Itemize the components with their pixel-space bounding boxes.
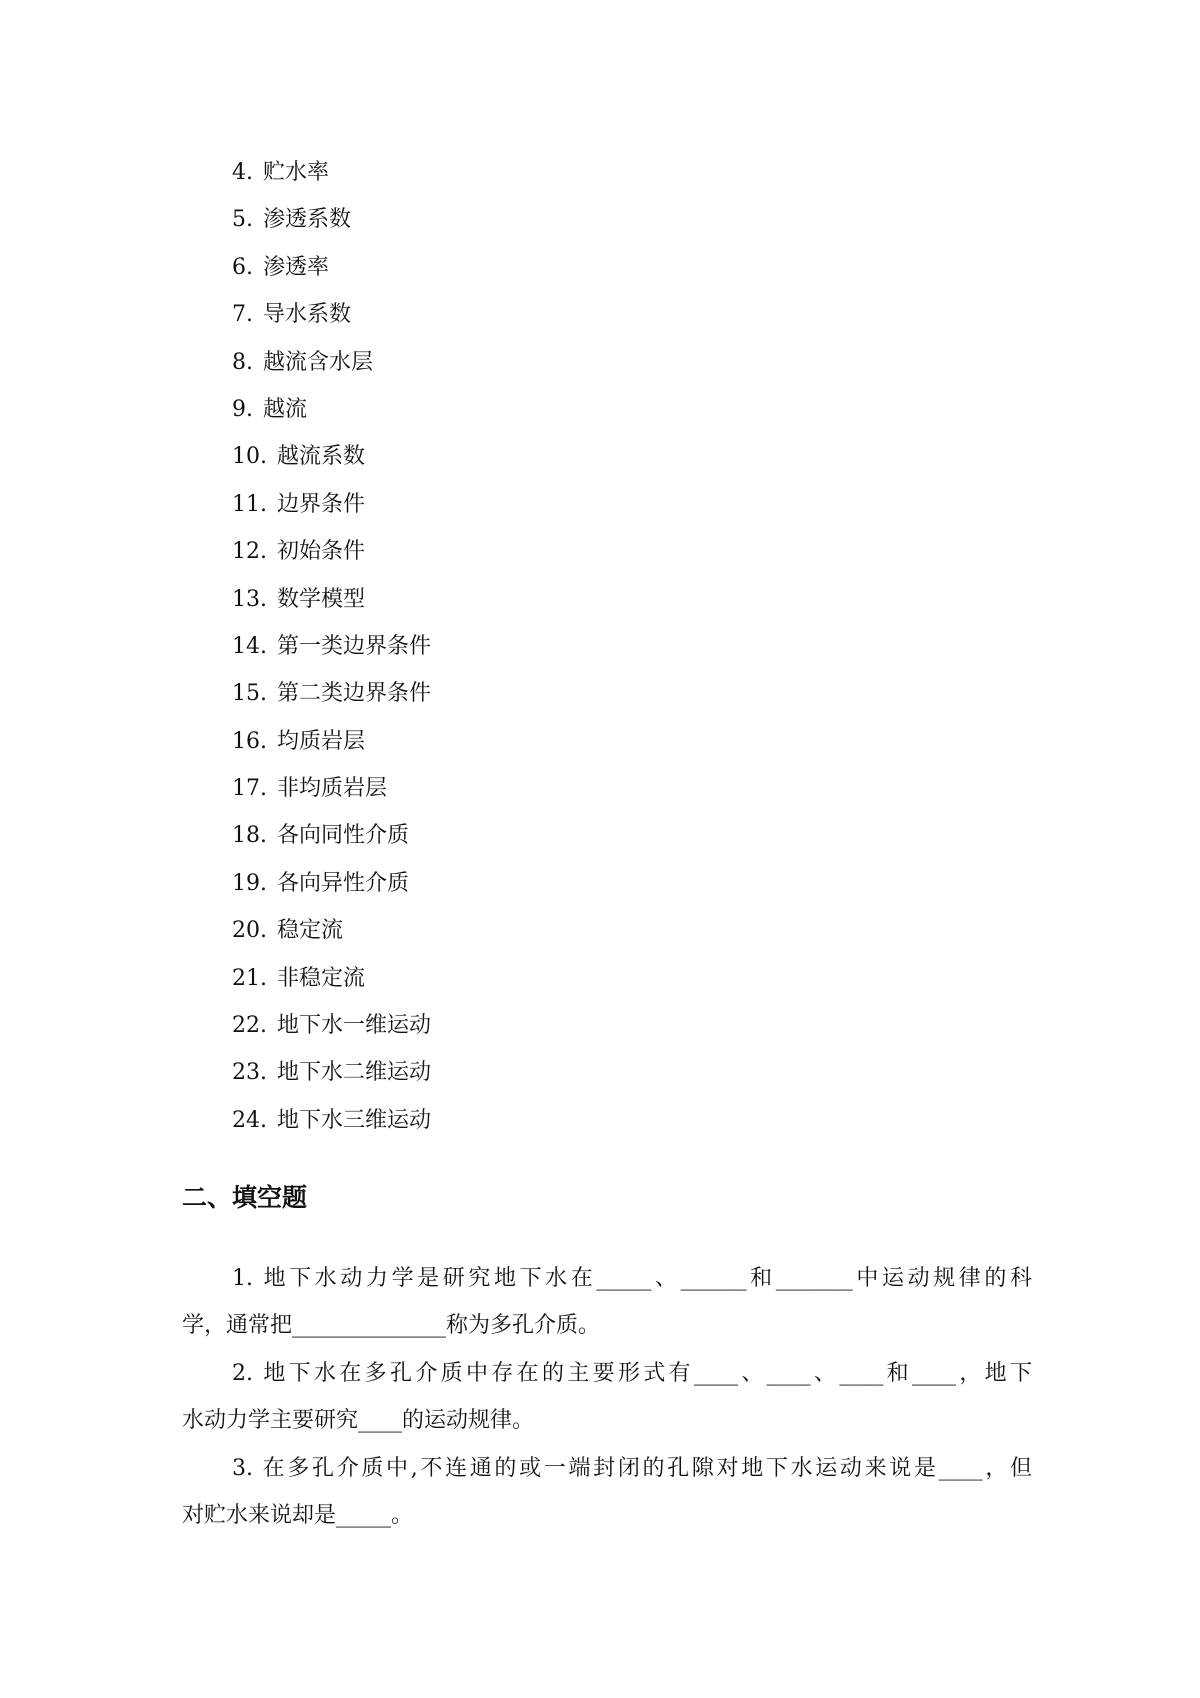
term-number: 24.: [232, 1107, 267, 1133]
term-number: 15.: [232, 681, 267, 707]
term-list: [232, 149, 431, 1144]
term-number: 10.: [232, 444, 267, 470]
term-text: 非均质岩层: [277, 776, 388, 802]
term-text: 越流含水层: [263, 349, 374, 375]
question-item: [182, 1445, 1032, 1540]
term-number: 21.: [232, 965, 267, 991]
term-number: 11.: [232, 491, 267, 517]
term-number: 16.: [232, 728, 267, 754]
term-number: 14.: [232, 633, 267, 659]
term-number: 4.: [232, 160, 253, 185]
list-item: [232, 812, 431, 859]
term-number: 9.: [232, 396, 253, 422]
list-item: [232, 623, 431, 670]
question-line: 学，通常把______________称为多孔介质。: [182, 1313, 601, 1339]
question-item: [182, 1350, 1032, 1445]
term-text: 越流系数: [277, 444, 366, 470]
term-text: 地下水二维运动: [277, 1060, 432, 1086]
list-item: [232, 860, 431, 907]
term-number: 13.: [232, 586, 267, 612]
term-number: 8.: [232, 349, 253, 375]
list-item: [232, 1049, 431, 1096]
term-text: 地下水三维运动: [277, 1107, 432, 1133]
term-text: 边界条件: [277, 491, 366, 517]
term-text: 各向同性介质: [277, 823, 410, 849]
list-item: [232, 907, 431, 954]
term-text: 初始条件: [277, 539, 366, 565]
question-line: 3. 在多孔介质中,不连通的或一端封闭的孔隙对地下水运动来说是____，但: [232, 1455, 1032, 1481]
term-text: 第一类边界条件: [277, 633, 432, 659]
list-item: [232, 1002, 431, 1049]
list-item: [232, 528, 431, 575]
list-item: [232, 291, 431, 338]
term-number: 23.: [232, 1060, 267, 1086]
term-text: 地下水一维运动: [277, 1013, 432, 1039]
question-line: 水动力学主要研究____的运动规律。: [182, 1408, 535, 1434]
term-number: 18.: [232, 823, 267, 849]
term-number: 12.: [232, 539, 267, 565]
section-title: 二、填空题: [182, 1183, 308, 1212]
list-item: [232, 433, 431, 480]
list-item: [232, 196, 431, 243]
term-text: 贮水率: [263, 160, 330, 185]
term-text: 渗透率: [263, 254, 330, 280]
term-number: 19.: [232, 870, 267, 896]
list-item: [232, 1097, 431, 1144]
question-item: [182, 1255, 1032, 1350]
question-line: 对贮水来说却是_____。: [182, 1503, 414, 1529]
list-item: [232, 765, 431, 812]
term-text: 非稳定流: [277, 965, 366, 991]
term-text: 均质岩层: [277, 728, 366, 754]
list-item: [232, 244, 431, 291]
term-text: 第二类边界条件: [277, 681, 432, 707]
question-line: 1. 地下水动力学是研究地下水在_____、______和_______中运动规律的科: [232, 1266, 1032, 1291]
fill-in-blank-questions: [182, 1255, 1032, 1539]
list-item: [232, 718, 431, 765]
term-text: 各向异性介质: [277, 870, 410, 896]
term-number: 5.: [232, 207, 253, 233]
term-number: 17.: [232, 776, 267, 802]
term-text: 渗透系数: [263, 207, 352, 233]
term-text: 数学模型: [277, 586, 366, 612]
list-item: [232, 339, 431, 386]
term-text: 导水系数: [263, 302, 352, 328]
list-item: [232, 386, 431, 433]
term-number: 6.: [232, 254, 253, 280]
list-item: [232, 955, 431, 1002]
list-item: [232, 481, 431, 528]
term-text: 越流: [263, 396, 308, 422]
question-line: 2. 地下水在多孔介质中存在的主要形式有____、____、____和____，地下: [232, 1360, 1032, 1386]
term-number: 22.: [232, 1013, 267, 1039]
list-item: [232, 576, 431, 623]
list-item: [232, 670, 431, 717]
term-text: 稳定流: [277, 918, 344, 944]
term-number: 7.: [232, 302, 253, 328]
term-number: 20.: [232, 918, 267, 944]
list-item: [232, 149, 431, 196]
